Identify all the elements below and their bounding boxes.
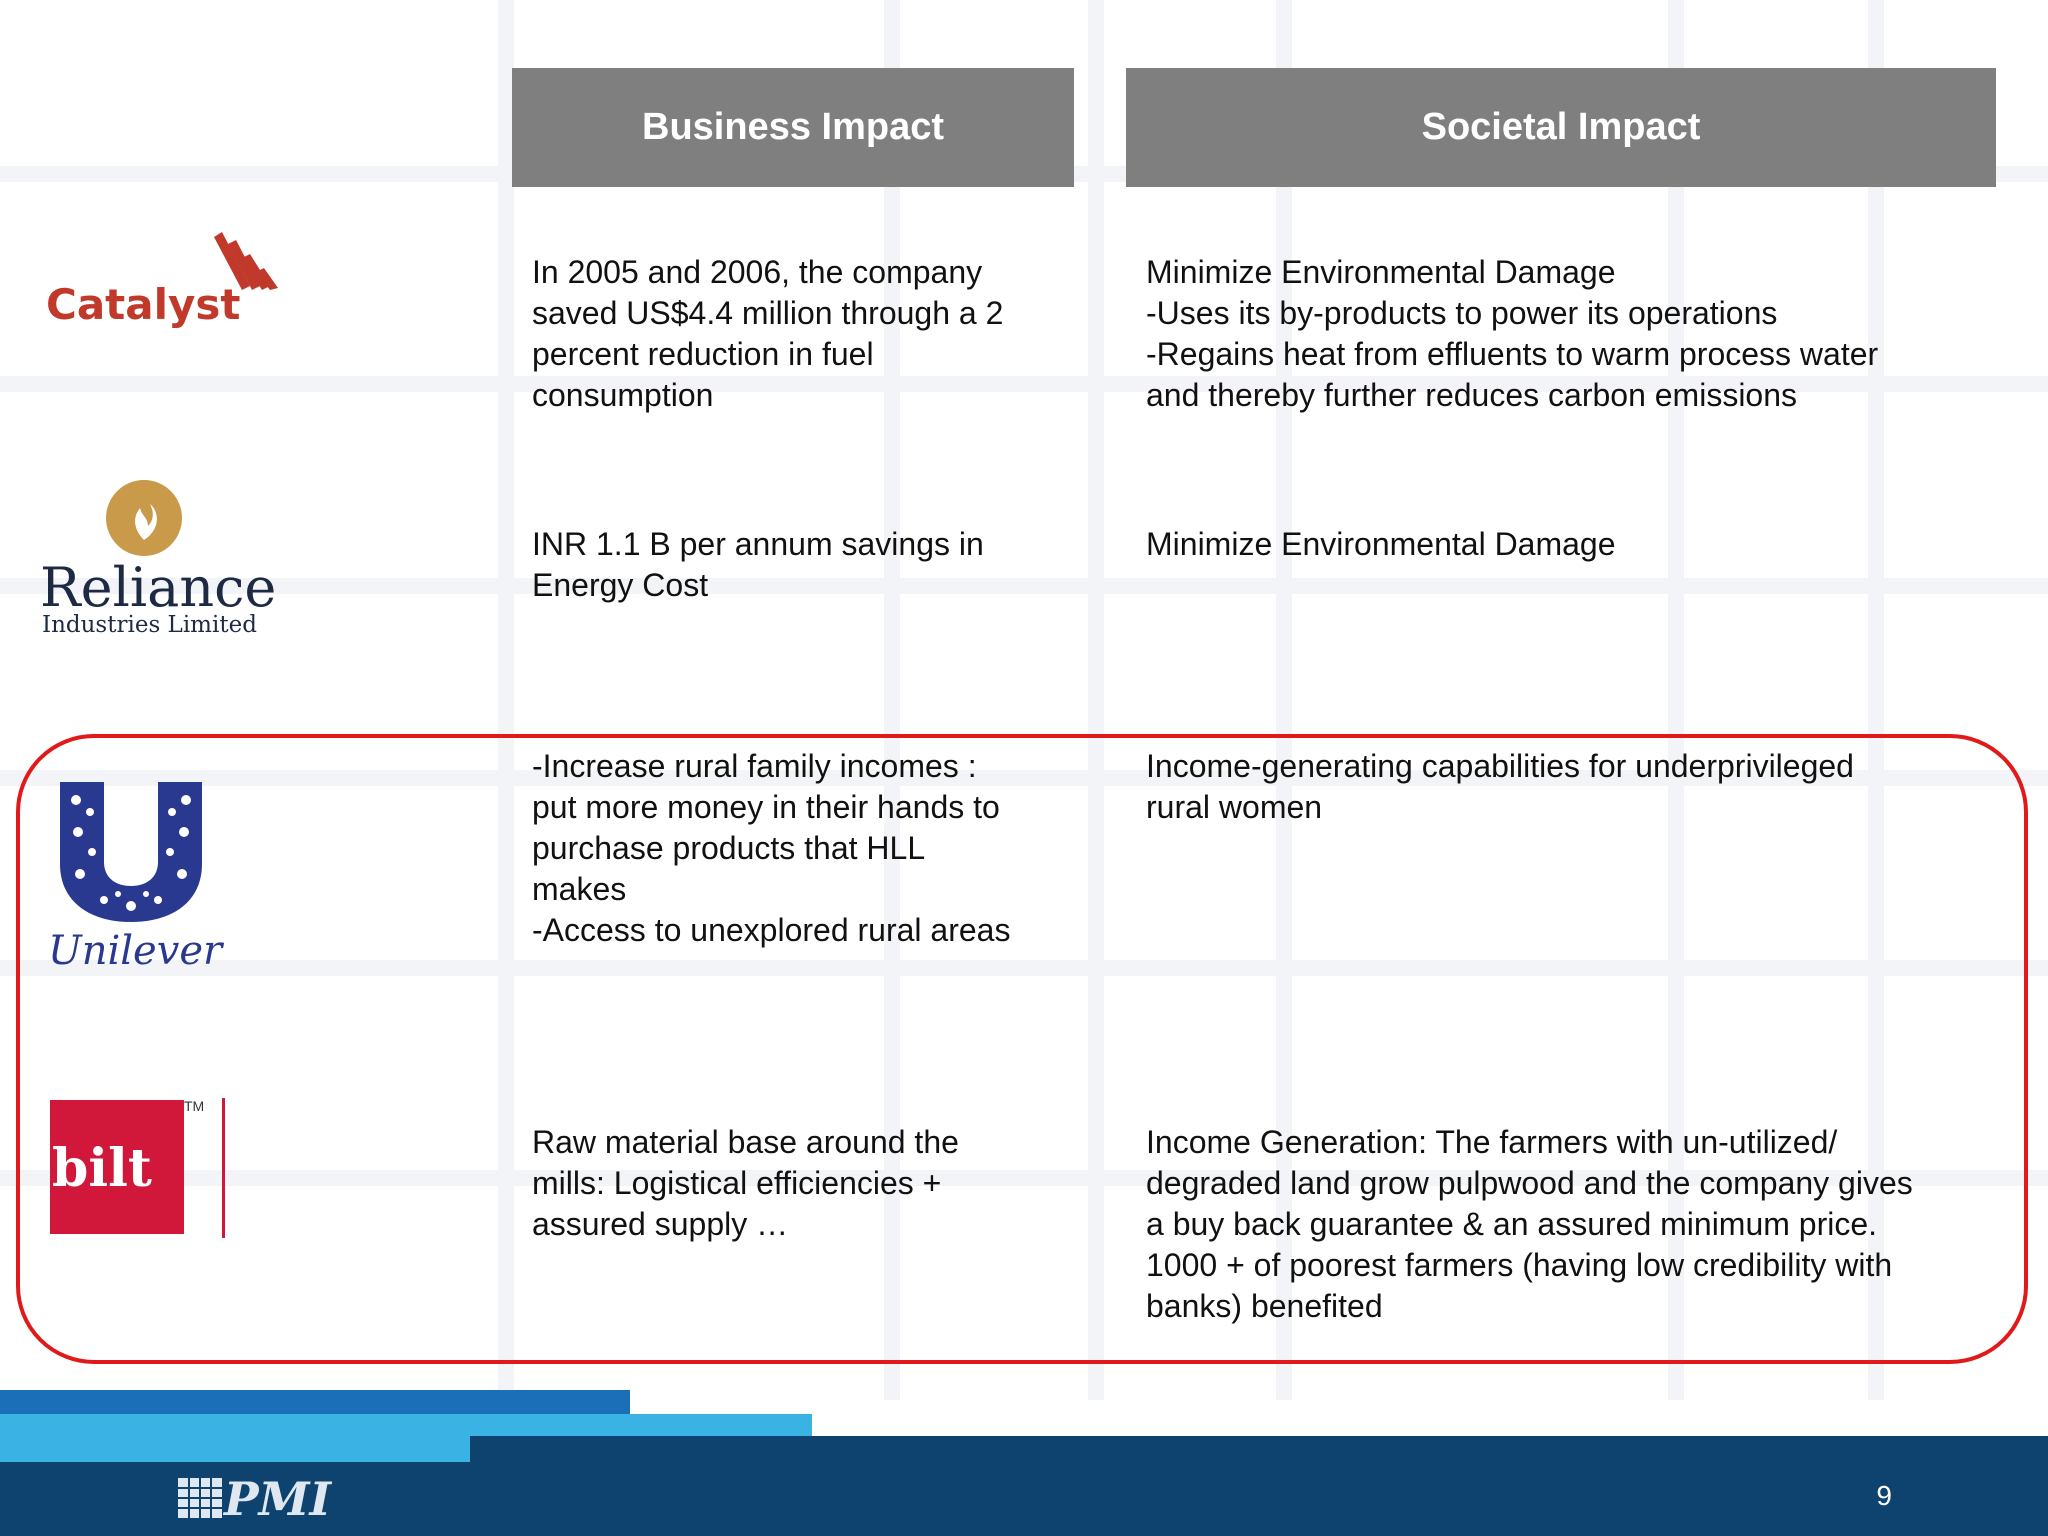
catalyst-business-text: In 2005 and 2006, the company saved US$4.4 million through a 2 percent reduction in fuel consumption	[532, 254, 1004, 413]
unilever-societal-text: Income-generating capabilities for underprivileged rural women	[1146, 748, 1854, 825]
unilever-u-icon	[56, 782, 206, 922]
pmi-globe-icon	[178, 1478, 222, 1518]
reliance-societal-text: Minimize Environmental Damage	[1146, 526, 1616, 562]
societal-impact-header: Societal Impact	[1126, 68, 1996, 187]
footer-bar-top	[0, 1390, 630, 1414]
business-impact-header: Business Impact	[512, 68, 1074, 187]
reliance-logo: Reliance Industries Limited	[38, 478, 278, 638]
unilever-business-text: -Increase rural family incomes : put more money in their hands to purchase products that HLL makes -Access to unexplored rural areas	[532, 748, 1011, 948]
reliance-business-text: INR 1.1 B per annum savings in Energy Cost	[532, 526, 984, 603]
page-number: 9	[1876, 1480, 1892, 1511]
bilt-logo: bilt TM	[50, 1098, 230, 1238]
footer-bar-lower	[0, 1436, 470, 1462]
bilt-business-text: Raw material base around the mills: Logistical efficiencies + assured supply …	[532, 1124, 959, 1242]
reliance-emblem-icon	[104, 478, 184, 558]
unilever-logo: Unilever	[48, 782, 228, 978]
catalyst-logo: Catalyst	[44, 232, 294, 332]
catalyst-stripes-icon	[214, 232, 294, 292]
footer-bar-middle	[0, 1414, 812, 1436]
catalyst-societal-text: Minimize Environmental Damage -Uses its by-products to power its operations -Regains heat from effluents to warm process water and thereby further reduces carbon emissions	[1146, 254, 1879, 413]
bilt-societal-text: Income Generation: The farmers with un-utilized/ degraded land grow pulpwood and the company gives a buy back guarantee & an assured minimum price. 1000 + of poorest farmers (having low credibility with banks) benefited	[1146, 1124, 1913, 1324]
